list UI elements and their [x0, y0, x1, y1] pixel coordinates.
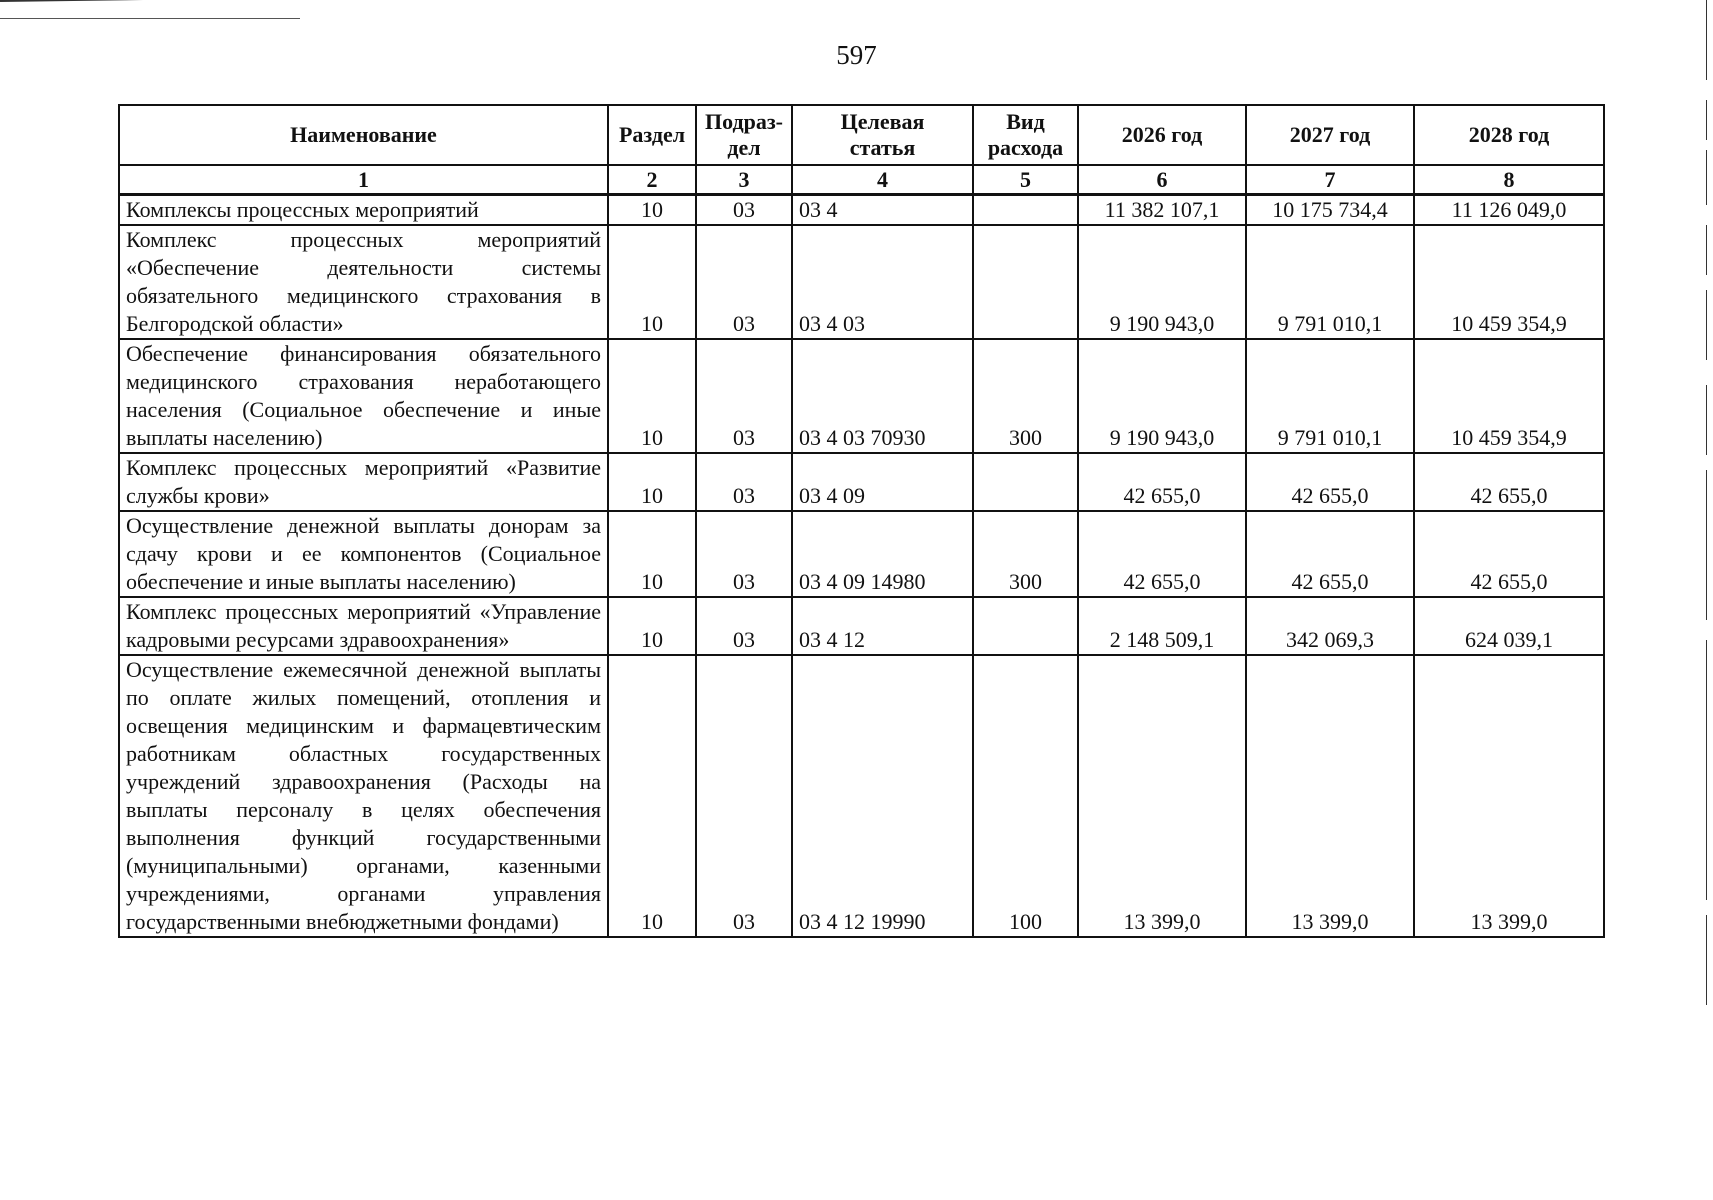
row-amount-2026: 42 655,0 [1078, 453, 1246, 511]
header-section: Раздел [608, 105, 696, 165]
header-year-2028: 2028 год [1414, 105, 1604, 165]
column-number: 2 [608, 165, 696, 195]
scan-edge-line [0, 0, 910, 2]
row-section: 10 [608, 453, 696, 511]
row-amount-2026: 13 399,0 [1078, 655, 1246, 937]
header-expense-type: Вид расхода [973, 105, 1078, 165]
table-row [119, 225, 1604, 339]
column-number-row [119, 165, 1604, 195]
row-name: Комплекс процессных мероприятий «Развитие службы крови» [119, 453, 608, 511]
row-target-article: 03 4 [792, 195, 973, 226]
row-name: Комплекс процессных мероприятий «Обеспечение деятельности системы обязательного медицинского страхования в Белгородской области» [119, 225, 608, 339]
row-target-article: 03 4 09 14980 [792, 511, 973, 597]
row-name: Осуществление ежемесячной денежной выплаты по оплате жилых помещений, отопления и освещения медицинским и фармацевтическим работникам областных государственных учреждений здравоохранения (Расходы на выплаты персоналу в целях обеспечения выполнения функций государственными (муниципальными) органами, казенными учреждениями, органами управления государственными внебюджетными фондами) [119, 655, 608, 937]
row-amount-2027: 42 655,0 [1246, 453, 1414, 511]
row-expense-type: 100 [973, 655, 1078, 937]
scan-edge-line-short [0, 18, 300, 19]
scan-edge-mark [1706, 915, 1707, 1005]
row-subsection: 03 [696, 339, 792, 453]
row-section: 10 [608, 597, 696, 655]
row-name: Осуществление денежной выплаты донорам за сдачу крови и ее компонентов (Социальное обеспечение и иные выплаты населению) [119, 511, 608, 597]
row-subsection: 03 [696, 225, 792, 339]
row-name: Комплексы процессных мероприятий [119, 195, 608, 226]
row-subsection: 03 [696, 655, 792, 937]
table-row [119, 597, 1604, 655]
scan-edge-mark [1706, 100, 1707, 140]
row-amount-2028: 42 655,0 [1414, 511, 1604, 597]
row-target-article: 03 4 09 [792, 453, 973, 511]
page-number: 597 [836, 40, 877, 70]
row-amount-2026: 9 190 943,0 [1078, 339, 1246, 453]
header-year-2026: 2026 год [1078, 105, 1246, 165]
row-amount-2026: 42 655,0 [1078, 511, 1246, 597]
row-amount-2028: 11 126 049,0 [1414, 195, 1604, 226]
column-number: 4 [792, 165, 973, 195]
row-amount-2026: 9 190 943,0 [1078, 225, 1246, 339]
row-section: 10 [608, 655, 696, 937]
header-year-2027: 2027 год [1246, 105, 1414, 165]
column-number: 1 [119, 165, 608, 195]
row-target-article: 03 4 12 19990 [792, 655, 973, 937]
table-row [119, 655, 1604, 937]
scan-edge-mark [1706, 470, 1707, 620]
row-amount-2028: 13 399,0 [1414, 655, 1604, 937]
table-row [119, 195, 1604, 226]
row-amount-2027: 9 791 010,1 [1246, 225, 1414, 339]
row-amount-2026: 11 382 107,1 [1078, 195, 1246, 226]
row-amount-2028: 624 039,1 [1414, 597, 1604, 655]
row-subsection: 03 [696, 453, 792, 511]
row-target-article: 03 4 03 70930 [792, 339, 973, 453]
table-row [119, 511, 1604, 597]
row-amount-2028: 10 459 354,9 [1414, 225, 1604, 339]
row-subsection: 03 [696, 597, 792, 655]
row-expense-type [973, 225, 1078, 339]
row-amount-2028: 10 459 354,9 [1414, 339, 1604, 453]
budget-table [118, 104, 1605, 938]
row-name: Обеспечение финансирования обязательного медицинского страхования неработающего населения (Социальное обеспечение и иные выплаты населению) [119, 339, 608, 453]
row-section: 10 [608, 339, 696, 453]
column-number: 7 [1246, 165, 1414, 195]
table-row [119, 339, 1604, 453]
column-number: 5 [973, 165, 1078, 195]
row-target-article: 03 4 12 [792, 597, 973, 655]
row-section: 10 [608, 195, 696, 226]
row-target-article: 03 4 03 [792, 225, 973, 339]
row-expense-type [973, 453, 1078, 511]
row-expense-type [973, 597, 1078, 655]
row-name: Комплекс процессных мероприятий «Управление кадровыми ресурсами здравоохранения» [119, 597, 608, 655]
row-amount-2027: 10 175 734,4 [1246, 195, 1414, 226]
table-row [119, 453, 1604, 511]
row-amount-2028: 42 655,0 [1414, 453, 1604, 511]
row-expense-type: 300 [973, 339, 1078, 453]
row-amount-2026: 2 148 509,1 [1078, 597, 1246, 655]
row-subsection: 03 [696, 195, 792, 226]
row-amount-2027: 342 069,3 [1246, 597, 1414, 655]
row-amount-2027: 9 791 010,1 [1246, 339, 1414, 453]
header-name: Наименование [119, 105, 608, 165]
column-number: 8 [1414, 165, 1604, 195]
column-number: 3 [696, 165, 792, 195]
header-target-article: Целевая статья [792, 105, 973, 165]
scan-edge-mark [1706, 385, 1707, 455]
scan-edge-mark [1706, 290, 1707, 360]
row-amount-2027: 13 399,0 [1246, 655, 1414, 937]
row-section: 10 [608, 511, 696, 597]
header-subsection: Подраз- дел [696, 105, 792, 165]
scan-edge-mark [1706, 150, 1707, 205]
column-number: 6 [1078, 165, 1246, 195]
table-header-row [119, 105, 1604, 165]
row-expense-type: 300 [973, 511, 1078, 597]
scan-edge-mark [1706, 225, 1707, 275]
scan-edge-mark [1706, 640, 1707, 900]
row-amount-2027: 42 655,0 [1246, 511, 1414, 597]
row-expense-type [973, 195, 1078, 226]
row-section: 10 [608, 225, 696, 339]
row-subsection: 03 [696, 511, 792, 597]
